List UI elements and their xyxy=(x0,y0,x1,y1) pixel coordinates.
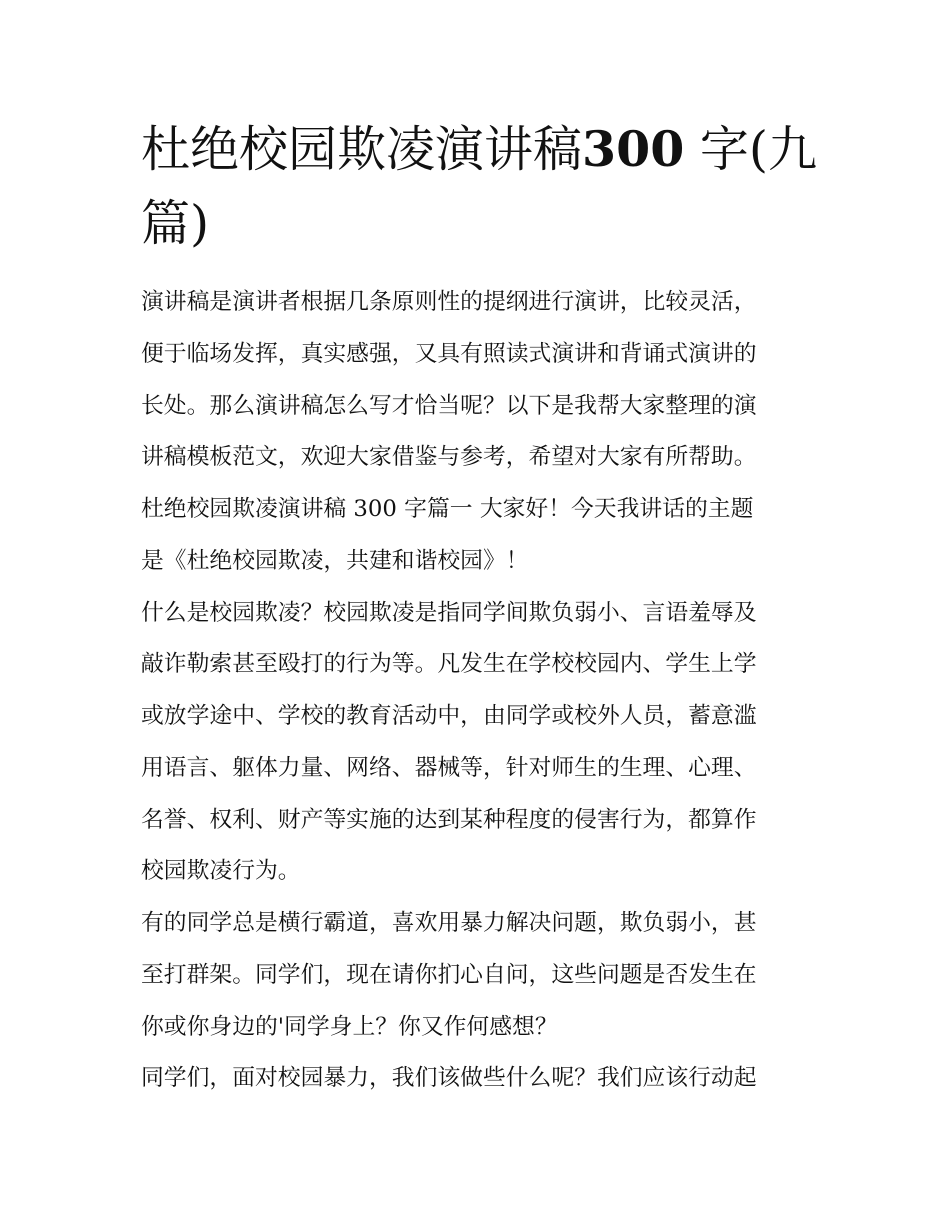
title-line-2: 篇) xyxy=(141,195,210,252)
text-line: 是《杜绝校园欺凌，共建和谐校园》！ xyxy=(141,547,529,574)
text-line: 敲诈勒索甚至殴打的行为等。凡发生在学校校园内、学生上学 xyxy=(141,651,757,678)
paragraph-definition xyxy=(141,594,813,892)
text-line: 用语言、躯体力量、网络、器械等，针对师生的生理、心理、 xyxy=(141,754,757,781)
text-line: 名誉、权利、财产等实施的达到某种程度的侵害行为，都算作 xyxy=(141,806,757,833)
text-line: 长处。那么演讲稿怎么写才恰当呢？以下是我帮大家整理的演 xyxy=(141,392,757,419)
paragraph-intro xyxy=(141,283,813,581)
text-line: 或放学途中、学校的教育活动中，由同学或校外人员，蓄意滥 xyxy=(141,703,757,729)
title-suffix: 字(九 xyxy=(684,121,818,178)
text-line: 校园欺凌行为。 xyxy=(141,858,301,885)
text-line: 讲稿模板范文，欢迎大家借鉴与参考，希望对大家有所帮助。 xyxy=(141,444,757,471)
paragraph-reflection xyxy=(141,904,813,1047)
text-line: 你或你身边的'同学身上？你又作何感想？ xyxy=(141,1013,558,1040)
text-line: 有的同学总是横行霸道，喜欢用暴力解决问题，欺负弱小，甚 xyxy=(141,910,757,936)
text-line: 杜绝校园欺凌演讲稿 300 字篇一 大家好！今天我讲话的主题 xyxy=(141,496,754,522)
text-line: 演讲稿是演讲者根据几条原则性的提纲进行演讲，比较灵活， xyxy=(141,289,757,315)
text-line: 什么是校园欺凌？校园欺凌是指同学间欺负弱小、言语羞辱及 xyxy=(141,599,757,626)
text-line: 同学们，面对校园暴力，我们该做些什么呢？我们应该行动起 xyxy=(141,1065,757,1092)
text-line: 便于临场发挥，真实感强，又具有照读式演讲和背诵式演讲的 xyxy=(141,340,757,367)
document-body xyxy=(141,283,813,1111)
title-number: 300 xyxy=(582,120,685,178)
text-line: 至打群架。同学们，现在请你扪心自问，这些问题是否发生在 xyxy=(141,961,757,988)
paragraph-action xyxy=(141,1059,813,1099)
document-title xyxy=(141,112,821,261)
title-prefix: 杜绝校园欺凌演讲稿 xyxy=(141,121,583,178)
